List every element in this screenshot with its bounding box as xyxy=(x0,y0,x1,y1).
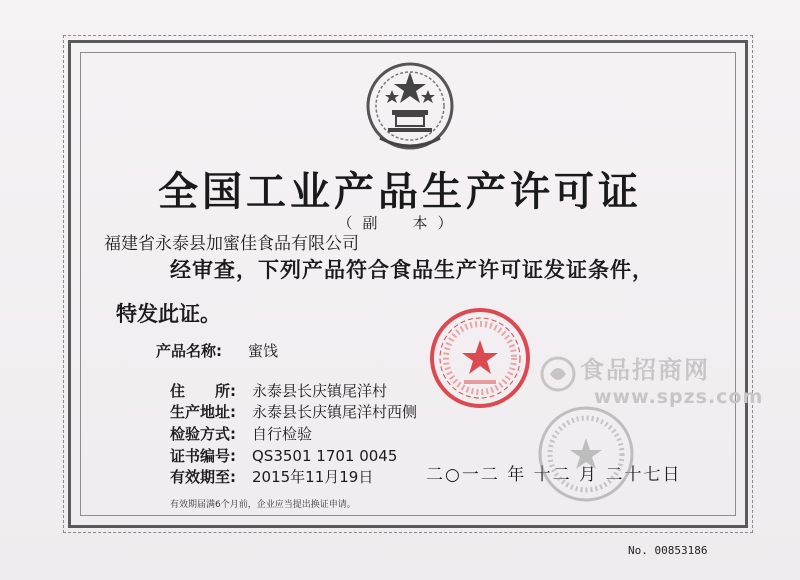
field-inspection-method xyxy=(170,423,312,444)
statement-line-2: 特发此证。 xyxy=(116,302,221,326)
renewal-footnote: 有效期届满6个月前，企业应当提出换证申请。 xyxy=(170,500,356,510)
watermark-text: 食品招商网 xyxy=(580,356,710,384)
field-label: 证书编号: xyxy=(170,447,236,465)
serial-number: No. 00853186 xyxy=(628,544,708,557)
national-emblem-icon xyxy=(362,58,458,154)
embossed-seal-icon xyxy=(536,404,636,504)
certificate-subtitle: （副 本） xyxy=(337,214,463,232)
field-value: 2015年11月19日 xyxy=(252,468,374,486)
field-product-name xyxy=(156,340,278,361)
field-certificate-number xyxy=(170,445,397,466)
official-red-seal-icon xyxy=(428,306,532,410)
field-value: QS3501 1701 0045 xyxy=(252,447,398,465)
statement-line-1: 经审查，下列产品符合食品生产许可证发证条件， xyxy=(170,258,654,282)
field-label: 生产地址: xyxy=(170,403,236,421)
watermark-url: www.spzs.com xyxy=(594,386,764,408)
watermark-logo-icon xyxy=(540,356,576,392)
field-label: 检验方式: xyxy=(170,425,236,443)
watermark xyxy=(540,346,764,416)
issue-date: 二○一二 年 十二 月 二十七日 xyxy=(426,465,682,485)
certificate-title: 全国工业产品生产许可证 xyxy=(158,169,642,215)
field-value: 永泰县长庆镇尾洋村 xyxy=(252,382,388,400)
field-value: 蜜饯 xyxy=(248,342,279,360)
field-production-address xyxy=(170,401,417,422)
field-value: 自行检验 xyxy=(252,425,313,443)
field-label: 住 所: xyxy=(170,382,236,400)
field-valid-until xyxy=(170,466,373,487)
field-label: 有效期至: xyxy=(170,468,236,486)
field-label: 产品名称: xyxy=(156,342,222,360)
field-address xyxy=(170,380,387,401)
field-value: 永泰县长庆镇尾洋村西侧 xyxy=(252,403,418,421)
company-name: 福建省永泰县加蜜佳食品有限公司 xyxy=(104,234,359,254)
